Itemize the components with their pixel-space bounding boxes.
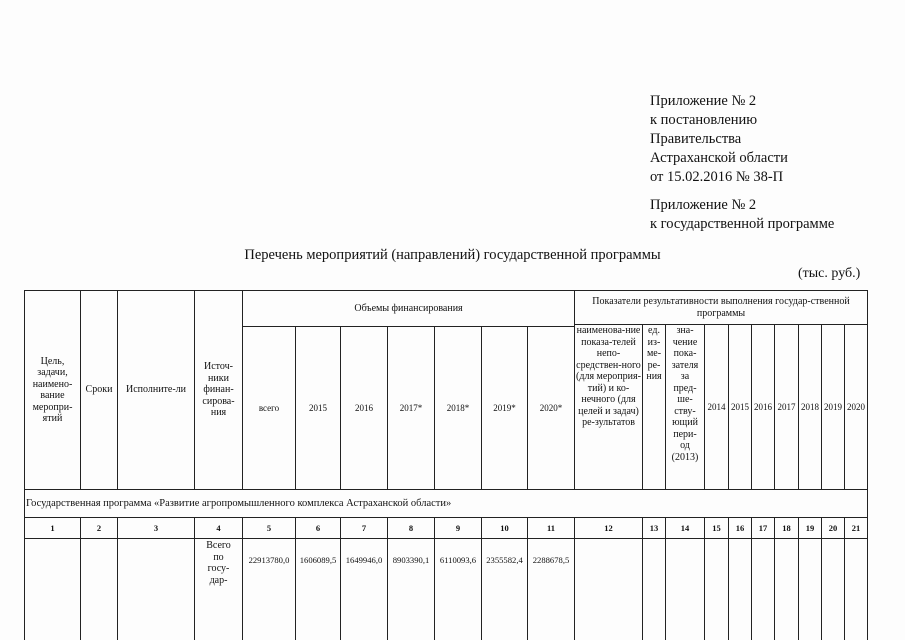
column-number: 3 <box>153 523 159 533</box>
header-indicator-year: 2016 <box>754 401 772 412</box>
document-title: Перечень мероприятий (направлений) государственной программы <box>244 247 661 263</box>
column-number: 13 <box>649 523 659 533</box>
header-year: 2016 <box>355 402 373 413</box>
column-number: 17 <box>758 523 768 533</box>
column-number: 11 <box>546 523 556 533</box>
header-indicator-year: 2015 <box>731 401 749 412</box>
value-cell: 22913780,0 <box>248 555 290 565</box>
column-number: 16 <box>735 523 745 533</box>
column-number: 6 <box>315 523 321 533</box>
header-indicators-group: Показатели результативности выполнения государ-ственной программы <box>592 296 850 319</box>
header-sources: Источ-ники финан-сирова-ния <box>202 361 235 419</box>
column-number: 7 <box>361 523 367 533</box>
header-indicator-year: 2020 <box>847 401 865 412</box>
column-number: 19 <box>805 523 815 533</box>
value-cell: 1606089,5 <box>299 555 337 565</box>
appendix-line: Астраханской области <box>650 150 788 166</box>
value-cell: 6110093,6 <box>439 555 477 565</box>
header-financing-group: Объемы финансирования <box>354 302 463 314</box>
program-row: Государственная программа «Развитие агропромышленного комплекса Астраханской области» <box>26 498 452 509</box>
column-number: 5 <box>266 523 272 533</box>
column-number: 14 <box>680 523 690 533</box>
header-year: 2018* <box>446 402 470 413</box>
header-total: всего <box>258 402 280 413</box>
header-executors: Исполните-ли <box>125 384 187 396</box>
header-indicator-year: 2017 <box>777 401 796 412</box>
appendix-line: Приложение № 2 <box>650 93 757 109</box>
units-label: (тыс. руб.) <box>798 266 861 281</box>
header-indicator-year: 2018 <box>801 401 819 412</box>
appendix-line: Правительства <box>650 131 742 147</box>
column-number: 8 <box>408 523 414 533</box>
column-number: 1 <box>50 523 55 533</box>
column-number: 2 <box>96 523 102 533</box>
value-cell: 8903390,1 <box>392 555 430 565</box>
header-year: 2020* <box>539 402 563 413</box>
column-number: 4 <box>216 523 221 533</box>
column-number: 9 <box>455 523 461 533</box>
appendix-line: от 15.02.2016 № 38-П <box>650 169 784 185</box>
header-terms: Сроки <box>85 384 113 396</box>
value-cell: 2288678,5 <box>532 555 570 565</box>
column-number: 20 <box>828 523 838 533</box>
column-number: 21 <box>851 523 861 533</box>
header-indicator-year: 2014 <box>707 401 726 412</box>
header-indicator-year: 2019 <box>824 401 842 412</box>
column-number: 18 <box>782 523 791 533</box>
source-cell: Всего по госу-дар- <box>206 540 231 586</box>
header-base-value: зна-чение пока-зателя за пред-ше-ству-ющий пери-од (2013) <box>671 325 699 463</box>
appendix-line: к государственной программе <box>650 216 835 232</box>
header-year: 2019* <box>493 402 516 413</box>
column-number: 12 <box>604 523 613 533</box>
header-indicator-name: наименова-ние показа-телей непо-средствен-ного (для мероприя-тий) и ко-нечного (для целей и задач) ре-зультатов <box>576 325 641 428</box>
column-number: 10 <box>500 523 509 533</box>
header-year: 2017* <box>399 402 423 413</box>
header-unit: ед. из-ме-ре-ния <box>646 325 662 382</box>
appendix-line: к постановлению <box>650 112 758 128</box>
value-cell: 1649946,0 <box>345 555 383 565</box>
appendix-line: Приложение № 2 <box>650 197 757 213</box>
header-goal: Цель, задачи, наимено-вание меропри-ятий <box>32 355 73 424</box>
value-cell: 2355582,4 <box>486 555 523 565</box>
column-number: 15 <box>712 523 721 533</box>
header-year: 2015 <box>309 402 327 413</box>
